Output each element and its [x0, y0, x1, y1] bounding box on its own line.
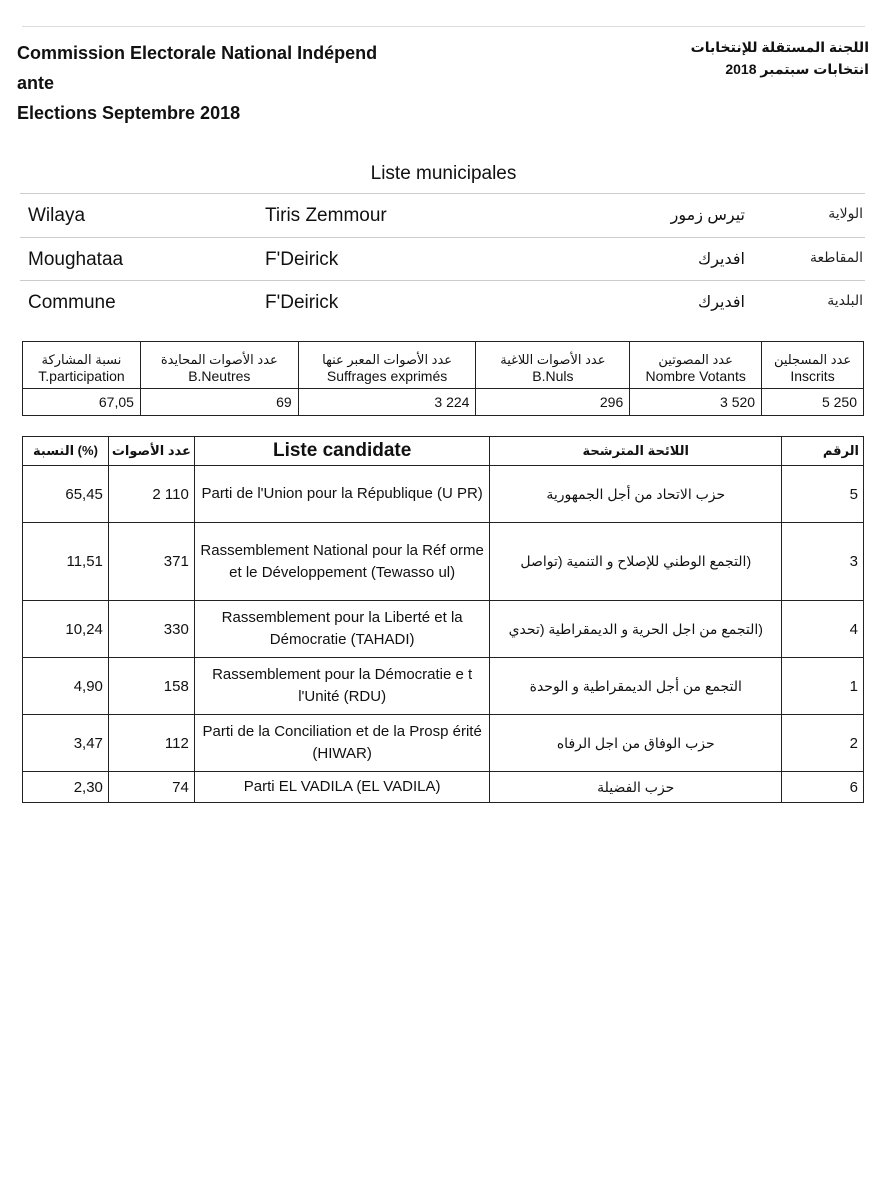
cell-list-name: Parti de la Conciliation et de la Prosp érité (HIWAR) — [194, 715, 490, 772]
stat-header-fr: B.Nuls — [476, 368, 630, 389]
results-header-row — [23, 437, 864, 466]
stat-value-votants: 3 520 — [630, 389, 762, 416]
stat-header-ar: عدد الأصوات اللاغية — [476, 342, 630, 369]
cell-list-name-ar: حزب الوفاق من اجل الرفاه — [490, 715, 782, 772]
stat-header-ar: عدد الأصوات المعبر عنها — [298, 342, 476, 369]
table-row — [23, 715, 864, 772]
cell-pct: 3,47 — [23, 715, 109, 772]
stat-header-ar: عدد الأصوات المحايدة — [140, 342, 298, 369]
cell-pct: 11,51 — [23, 523, 109, 601]
stat-value-exprimes: 3 224 — [298, 389, 476, 416]
stat-value-nuls: 296 — [476, 389, 630, 416]
table-row — [23, 523, 864, 601]
cell-votes: 158 — [108, 658, 194, 715]
location-row-commune — [20, 280, 865, 324]
location-label-ar: البلدية — [827, 292, 863, 308]
location-value-ar: افديرك — [698, 251, 745, 268]
header-ar-line: انتخابات سبتمبر 2018 — [725, 61, 869, 77]
turnout-table — [22, 341, 864, 416]
cell-rank: 1 — [782, 658, 864, 715]
location-value: Tiris Zemmour — [265, 205, 387, 226]
cell-list-name: Parti EL VADILA (EL VADILA) — [194, 772, 490, 803]
header-votes: عدد الأصوات — [108, 437, 194, 466]
header-arabic — [609, 36, 869, 80]
cell-votes: 330 — [108, 601, 194, 658]
cell-votes: 2 110 — [108, 466, 194, 523]
cell-rank: 3 — [782, 523, 864, 601]
location-value: F'Deirick — [265, 292, 339, 313]
header-pct: (%) النسبة — [23, 437, 109, 466]
stat-header-fr: T.participation — [23, 368, 141, 389]
cell-list-name-ar: (التجمع من اجل الحرية و الديمقراطية (تحدي — [490, 601, 782, 658]
location-label: Wilaya — [28, 205, 86, 226]
page-subtitle: Liste municipales — [370, 163, 517, 184]
cell-list-name: Rassemblement pour la Démocratie e t l'Unité (RDU) — [194, 658, 490, 715]
cell-rank: 5 — [782, 466, 864, 523]
location-value-ar: تيرس زمور — [670, 207, 745, 224]
cell-pct: 4,90 — [23, 658, 109, 715]
results-table — [22, 436, 864, 803]
table-row — [23, 466, 864, 523]
header-french — [17, 38, 447, 128]
cell-votes: 112 — [108, 715, 194, 772]
cell-list-name-ar: حزب الاتحاد من أجل الجمهورية — [490, 466, 782, 523]
turnout-header-fr — [23, 368, 864, 389]
location-value-ar: افديرك — [698, 294, 745, 311]
cell-list-name-ar: حزب الفضيلة — [490, 772, 782, 803]
cell-rank: 2 — [782, 715, 864, 772]
header-rank: الرقم — [782, 437, 864, 466]
location-label-ar: المقاطعة — [810, 249, 863, 265]
stat-header-fr: Nombre Votants — [630, 368, 762, 389]
cell-list-name: Rassemblement National pour la Réf orme et le Développement (Tewasso ul) — [194, 523, 490, 601]
location-row-moughataa — [20, 237, 865, 281]
location-label: Moughataa — [28, 249, 124, 270]
stat-header-ar: عدد المصوتين — [630, 342, 762, 369]
location-label-ar: الولاية — [828, 205, 863, 221]
cell-pct: 65,45 — [23, 466, 109, 523]
location-row-wilaya — [20, 193, 865, 237]
stat-header-fr: Inscrits — [762, 368, 864, 389]
header-list-ar: اللائحة المترشحة — [490, 437, 782, 466]
cell-votes: 74 — [108, 772, 194, 803]
cell-rank: 4 — [782, 601, 864, 658]
top-rule — [22, 26, 865, 27]
table-row — [23, 658, 864, 715]
header-list: Liste candidate — [194, 437, 490, 466]
stat-header-ar: عدد المسجلين — [762, 342, 864, 369]
cell-list-name-ar: التجمع من أجل الديمقراطية و الوحدة — [490, 658, 782, 715]
stat-header-ar: نسبة المشاركة — [23, 342, 141, 369]
stat-header-fr: B.Neutres — [140, 368, 298, 389]
location-label: Commune — [28, 292, 116, 313]
stat-header-fr: Suffrages exprimés — [298, 368, 476, 389]
cell-votes: 371 — [108, 523, 194, 601]
header-fr-line: Elections Septembre 2018 — [17, 103, 241, 123]
cell-list-name: Rassemblement pour la Liberté et la Démocratie (TAHADI) — [194, 601, 490, 658]
table-row — [23, 601, 864, 658]
location-value: F'Deirick — [265, 249, 339, 270]
cell-rank: 6 — [782, 772, 864, 803]
header-fr-line: Commission Electorale National Indépend — [17, 43, 378, 63]
header-fr-line: ante — [17, 73, 55, 93]
cell-list-name-ar: (التجمع الوطني للإصلاح و التنمية (تواصل — [490, 523, 782, 601]
turnout-header-ar — [23, 342, 864, 369]
turnout-values — [23, 389, 864, 416]
stat-value-inscrits: 5 250 — [762, 389, 864, 416]
header-ar-line: اللجنة المستقلة للإنتخابات — [690, 39, 869, 55]
cell-list-name: Parti de l'Union pour la République (U PR) — [194, 466, 490, 523]
stat-value-participation: 67,05 — [23, 389, 141, 416]
stat-value-neutres: 69 — [140, 389, 298, 416]
table-row — [23, 772, 864, 803]
cell-pct: 2,30 — [23, 772, 109, 803]
cell-pct: 10,24 — [23, 601, 109, 658]
